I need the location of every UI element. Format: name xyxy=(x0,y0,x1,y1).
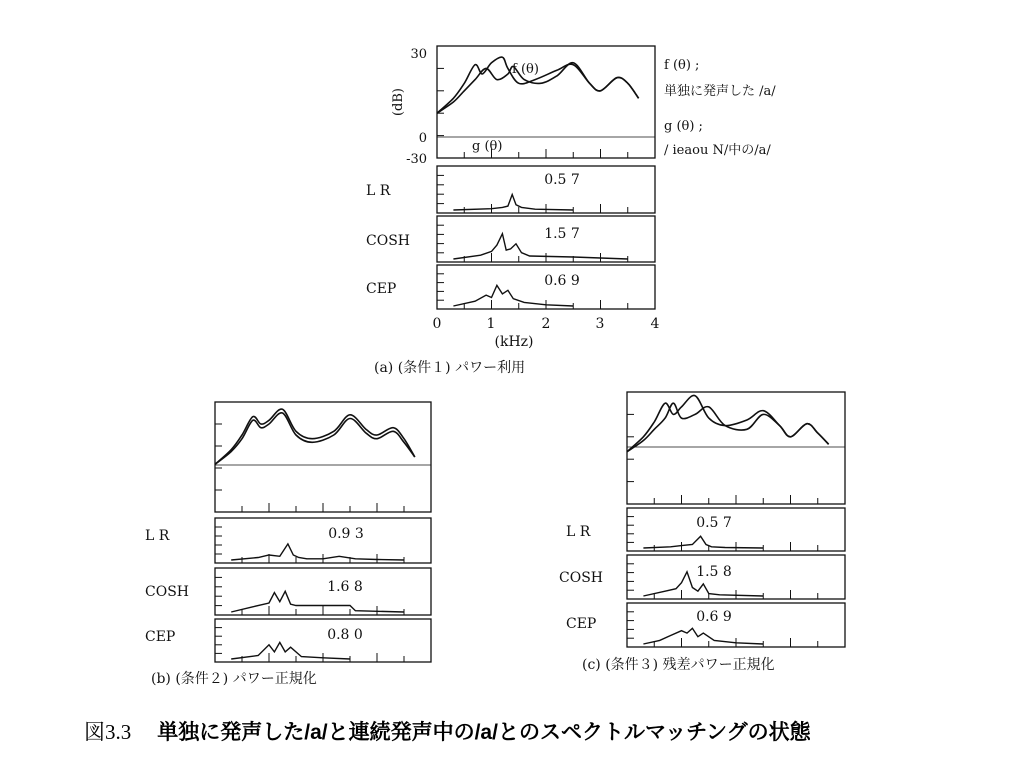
distance-line-a-cosh xyxy=(453,234,627,259)
panel-a xyxy=(366,46,776,376)
measure-label-c-cep: CEP xyxy=(566,616,597,632)
lr-value-b: 0.9 3 xyxy=(328,526,364,542)
cep-value-c: 0.6 9 xyxy=(696,609,732,625)
x-tick-label-a-0: 0 xyxy=(432,316,442,332)
measure-label-c-lr: L R xyxy=(566,524,591,540)
panel-caption-c: (c) (条件３) 残差パワー正規化 xyxy=(582,657,775,673)
distance-line-b-cosh xyxy=(231,591,404,612)
cosh-value-b: 1.6 8 xyxy=(327,579,363,595)
spectrum-curves-c xyxy=(627,395,845,504)
spectrum-line-b-f xyxy=(215,409,415,464)
measure-label-b-cep: CEP xyxy=(145,629,176,645)
measure-label-a-cep: CEP xyxy=(366,281,397,297)
y-tick-label-a-mid: 0 xyxy=(418,131,427,146)
distance-line-b-lr xyxy=(231,544,404,560)
y-axis-label-a: (dB) xyxy=(391,87,406,117)
x-tick-label-a-3: 3 xyxy=(595,316,605,332)
measure-label-a-cosh: COSH xyxy=(366,233,410,249)
y-tick-label-a-top: 30 xyxy=(410,47,427,62)
legend-f-label: f (θ) ; xyxy=(664,58,700,73)
cosh-value-a: 1.5 7 xyxy=(544,226,580,242)
legend-g-label: g (θ) ; xyxy=(664,119,703,134)
measure-label-b-lr: L R xyxy=(145,528,170,544)
spectrum-curves-b xyxy=(215,409,431,512)
measure-label-a-lr: L R xyxy=(366,183,391,199)
spectrum-frame-a xyxy=(437,46,655,158)
distance-curves-c xyxy=(627,517,845,647)
distance-line-b-cep xyxy=(231,642,350,659)
lr-value-c: 0.5 7 xyxy=(696,515,732,531)
spectrum-frame-b xyxy=(215,402,431,512)
y-tick-label-a-bottom: -30 xyxy=(406,152,427,167)
panel-b xyxy=(145,402,431,687)
distance-line-c-cep xyxy=(643,628,763,644)
measure-label-c-cosh: COSH xyxy=(559,570,603,586)
spectrum-curves-a xyxy=(437,57,655,158)
g-theta-curve-label: g (θ) xyxy=(472,139,503,154)
f-theta-curve-label: f (θ) xyxy=(512,62,539,77)
x-tick-label-a-2: 2 xyxy=(541,316,551,332)
figure-caption xyxy=(84,716,1004,746)
x-axis-label-a: (kHz) xyxy=(494,334,534,350)
spectrum-line-c-f xyxy=(627,395,829,451)
legend-f-description: 単独に発声した /a/ xyxy=(664,84,776,99)
figure-number: 図3.3 xyxy=(84,720,132,744)
cep-value-a: 0.6 9 xyxy=(544,273,580,289)
x-tick-label-a-4: 4 xyxy=(650,316,660,332)
distance-line-c-lr xyxy=(643,536,763,548)
spectrum-line-c-g xyxy=(627,403,829,452)
legend-g-description: / ieaou N/中の/a/ xyxy=(664,143,771,158)
distance-line-a-lr xyxy=(453,195,573,211)
cep-value-b: 0.8 0 xyxy=(327,627,363,643)
lr-value-a: 0.5 7 xyxy=(544,172,580,188)
cosh-value-c: 1.5 8 xyxy=(696,564,732,580)
spectrum-frame-c xyxy=(627,392,845,504)
panel-caption-b: (b) (条件２) パワー正規化 xyxy=(151,671,317,687)
measure-label-b-cosh: COSH xyxy=(145,584,189,600)
x-tick-label-a-1: 1 xyxy=(486,316,496,332)
panel-c xyxy=(559,392,845,673)
distance-curves-b xyxy=(215,527,431,662)
panel-caption-a: (a) (条件１) パワー利用 xyxy=(374,360,526,376)
figure-caption-text: 単独に発声した/a/と連続発声中の/a/とのスペクトルマッチングの状態 xyxy=(157,721,811,744)
